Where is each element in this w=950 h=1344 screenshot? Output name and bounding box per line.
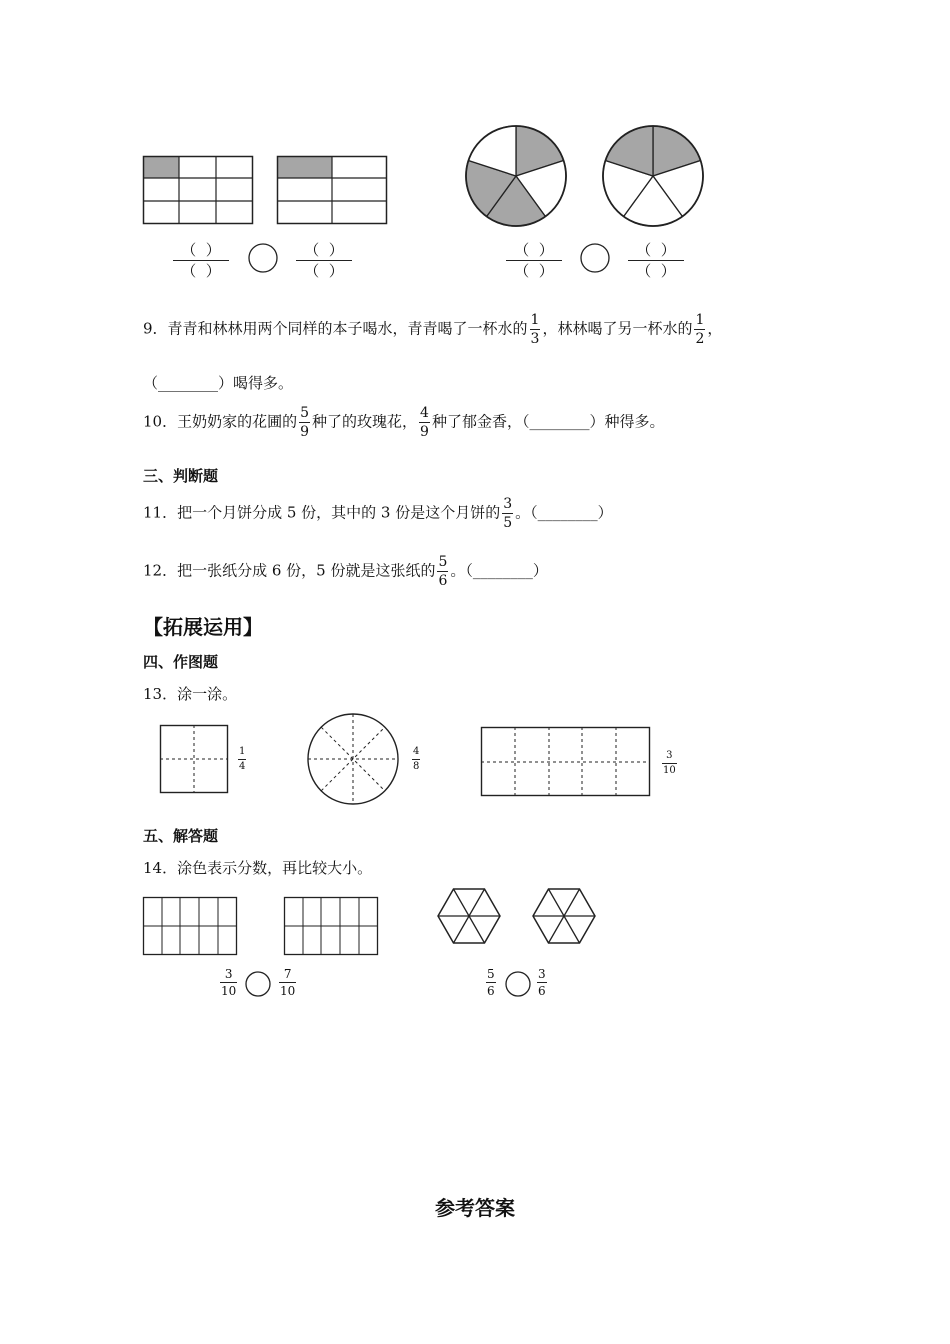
- q10-text-1: 10．王奶奶家的花圃的: [143, 412, 298, 431]
- q14-compare-right-b: $\frac{3}{6}$: [538, 967, 546, 998]
- q11-text-1: 11．把一个月饼分成 5 份，其中的 3 份是这个月饼的: [143, 503, 501, 522]
- q14-compare-left-b: $\frac{7}{10}$: [280, 967, 296, 998]
- question-11: [143, 497, 613, 530]
- compare-circle-4[interactable]: [505, 971, 533, 999]
- q9-answer-line[interactable]: （________）喝得多。: [143, 374, 294, 392]
- paren-close: ）: [205, 241, 221, 259]
- section-4-heading: 四、作图题: [143, 653, 219, 671]
- fraction: $\frac{5}{9}$: [300, 405, 310, 440]
- paren-open: （: [181, 262, 197, 280]
- q12-answer[interactable]: 。（________）: [450, 561, 548, 580]
- grid-figure-left: [143, 156, 255, 226]
- extension-title: 【拓展运用】: [143, 615, 263, 639]
- q9-text-3: ，: [707, 319, 723, 338]
- q14-compare-left: $\frac{3}{10}$: [221, 967, 237, 998]
- q11-answer[interactable]: 。（________）: [515, 503, 613, 522]
- paren-close: ）: [328, 262, 344, 280]
- paren-close: ）: [538, 262, 554, 280]
- question-12: [143, 555, 548, 588]
- paren-close: ）: [660, 262, 676, 280]
- fraction: $\frac{3}{5}$: [503, 496, 513, 531]
- paren-open: （: [181, 241, 197, 259]
- paren-open: （: [636, 262, 652, 280]
- q9-text-2: ，林林喝了另一杯水的: [542, 319, 693, 338]
- question-13: 13．涂一涂。: [143, 685, 238, 703]
- q13-frac-3: $\frac{3}{10}$: [663, 750, 676, 776]
- question-9: [143, 313, 722, 346]
- answers-title: 参考答案: [435, 1196, 515, 1220]
- paren-close: ）: [205, 262, 221, 280]
- paren-close: ）: [660, 241, 676, 259]
- q9-text-1: 9．青青和林林用两个同样的本子喝水，青青喝了一杯水的: [143, 319, 528, 338]
- hexagon-left[interactable]: [437, 887, 503, 947]
- fraction: $\frac{4}{9}$: [420, 405, 429, 440]
- section-5-heading: 五、解答题: [143, 827, 219, 845]
- fraction: $\frac{5}{6}$: [438, 554, 448, 589]
- paren-open: （: [636, 241, 652, 259]
- square-quarters-figure[interactable]: [160, 725, 230, 795]
- blank-fraction-4[interactable]: [628, 240, 684, 281]
- q10-text-3[interactable]: 种了郁金香，（________）种得多。: [431, 412, 665, 431]
- paren-close: ）: [538, 241, 554, 259]
- fraction: $\frac{1}{2}$: [695, 312, 705, 347]
- blank-fraction-2[interactable]: [296, 240, 352, 281]
- hexagon-right[interactable]: [532, 887, 598, 947]
- q13-frac-2: $\frac{4}{8}$: [413, 746, 420, 772]
- grid-figure-right: [277, 156, 389, 226]
- compare-circle-1[interactable]: [248, 243, 280, 275]
- fraction: $\frac{1}{3}$: [530, 312, 540, 347]
- paren-open: （: [304, 241, 320, 259]
- compare-circle-3[interactable]: [245, 971, 273, 999]
- paren-close: ）: [328, 241, 344, 259]
- q10-text-2: 种了的玫瑰花，: [312, 412, 418, 431]
- q12-text-1: 12．把一张纸分成 6 份，5 份就是这张纸的: [143, 561, 436, 580]
- grid-tenths-right[interactable]: [284, 897, 380, 957]
- question-10: [143, 406, 664, 439]
- paren-open: （: [304, 262, 320, 280]
- grid-tenths-left[interactable]: [143, 897, 239, 957]
- blank-fraction-1[interactable]: [173, 240, 229, 281]
- pie-figure-right: [601, 124, 705, 228]
- paren-open: （: [514, 241, 530, 259]
- circle-eighths-figure[interactable]: [307, 713, 403, 809]
- blank-fraction-3[interactable]: [506, 240, 562, 281]
- compare-circle-2[interactable]: [580, 243, 612, 275]
- rectangle-tenths-figure[interactable]: [481, 727, 653, 799]
- section-3-heading: 三、判断题: [143, 467, 219, 485]
- q13-frac-1: $\frac{1}{4}$: [239, 746, 246, 772]
- paren-open: （: [514, 262, 530, 280]
- q14-compare-right: $\frac{5}{6}$: [487, 967, 495, 998]
- question-14: 14．涂色表示分数，再比较大小。: [143, 859, 373, 877]
- pie-figure-left: [464, 124, 568, 228]
